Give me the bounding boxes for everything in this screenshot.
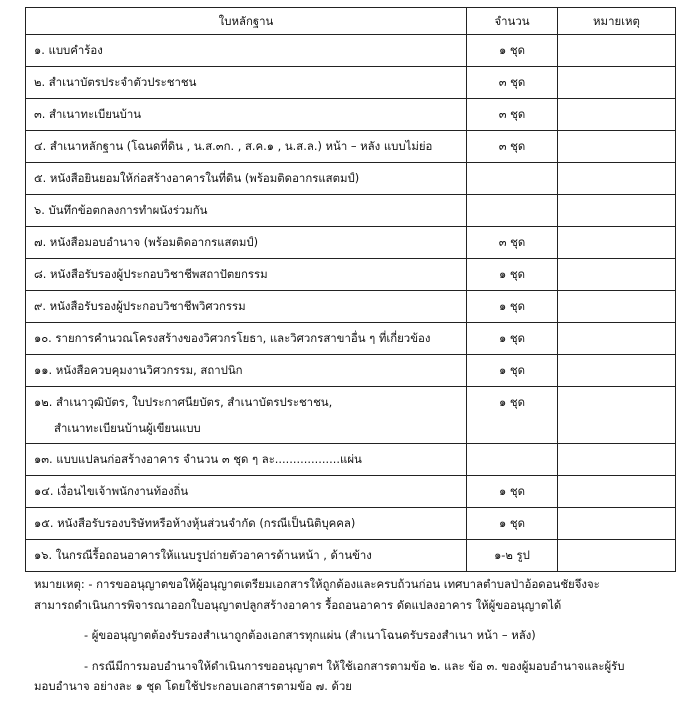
row-item	[26, 444, 467, 476]
row-item	[26, 67, 467, 99]
row-quantity: ๓ ชุด	[467, 99, 558, 131]
row-item	[26, 35, 467, 67]
row-quantity	[467, 163, 558, 195]
header-quantity: จำนวน	[467, 8, 558, 35]
notes-line-3: - ผู้ขออนุญาตต้องรับรองสำเนาถูกต้องเอกสารทุกแผ่น (สำเนาโฉนดรับรองสำเนา หน้า – หลัง)	[84, 628, 536, 642]
row-remark	[558, 131, 676, 163]
row-remark	[558, 99, 676, 131]
row-remark	[558, 67, 676, 99]
row-item-text: ๔. สำเนาหลักฐาน (โฉนดที่ดิน , น.ส.๓ก. , ส.ค.๑ , น.ส.ล.) หน้า – หลัง แบบไม่ย่อ	[34, 139, 433, 153]
row-item	[26, 259, 467, 291]
documents-table	[25, 7, 676, 572]
row-item-text: ๑๔. เงื่อนไขเจ้าพนักงานท้องถิ่น	[34, 484, 189, 498]
notes-line-2: สามารถดำเนินการพิจารณาออกใบอนุญาตปลูกสร้างอาคาร รื้อถอนอาคาร ดัดแปลงอาคาร ให้ผู้ขออนุญาตได้	[34, 597, 562, 612]
table-row	[26, 476, 676, 508]
row-item-text: ๙. หนังสือรับรองผู้ประกอบวิชาชีพวิศวกรรม	[34, 299, 246, 313]
row-remark	[558, 35, 676, 67]
table-row	[26, 355, 676, 387]
notes-label: หมายเหตุ: -	[34, 577, 93, 591]
row-item	[26, 195, 467, 227]
row-remark	[558, 227, 676, 259]
row-item-text: ๑๓. แบบแปลนก่อสร้างอาคาร จำนวน ๓ ชุด ๆ ละ..................แผ่น	[34, 452, 362, 466]
row-item-text: ๗. หนังสือมอบอำนาจ (พร้อมติดอากรแสตมป์)	[34, 235, 259, 249]
row-item-text: ๖. บันทึกข้อตกลงการทำผนังร่วมกัน	[34, 203, 208, 217]
table-row	[26, 99, 676, 131]
table-body	[26, 35, 676, 572]
row-item	[26, 163, 467, 195]
row-quantity: ๑ ชุด	[467, 508, 558, 540]
table-row	[26, 131, 676, 163]
row-remark	[558, 291, 676, 323]
row-quantity: ๑ ชุด	[467, 291, 558, 323]
table-row	[26, 35, 676, 67]
row-remark	[558, 355, 676, 387]
row-quantity: ๑ ชุด	[467, 387, 558, 444]
row-quantity: ๓ ชุด	[467, 67, 558, 99]
row-remark	[558, 323, 676, 355]
notes-line-5: มอบอำนาจ อย่างละ ๑ ชุด โดยใช้ประกอบเอกสารตามข้อ ๗. ด้วย	[34, 679, 352, 693]
table-row	[26, 227, 676, 259]
row-item-text: ๓. สำเนาทะเบียนบ้าน	[34, 107, 142, 121]
row-remark	[558, 444, 676, 476]
row-item	[26, 508, 467, 540]
row-item-text: ๑๖. ในกรณีรื้อถอนอาคารให้แนบรูปถ่ายตัวอาคารด้านหน้า , ด้านข้าง	[34, 548, 372, 562]
row-item-text: ๑๑. หนังสือควบคุมงานวิศวกรรม, สถาปนิก	[34, 363, 243, 377]
row-item	[26, 387, 467, 444]
header-item: ใบหลักฐาน	[26, 8, 467, 35]
row-remark	[558, 259, 676, 291]
row-item	[26, 131, 467, 163]
row-quantity: ๑ ชุด	[467, 35, 558, 67]
row-item	[26, 540, 467, 572]
row-quantity: ๑-๒ รูป	[467, 540, 558, 572]
row-remark	[558, 508, 676, 540]
row-remark	[558, 540, 676, 572]
row-item-text: ๑. แบบคำร้อง	[34, 43, 103, 57]
table-row	[26, 508, 676, 540]
row-item	[26, 355, 467, 387]
row-remark	[558, 476, 676, 508]
header-remark: หมายเหตุ	[558, 8, 676, 35]
table-row	[26, 444, 676, 476]
row-quantity: ๑ ชุด	[467, 355, 558, 387]
row-quantity: ๓ ชุด	[467, 227, 558, 259]
row-remark	[558, 195, 676, 227]
notes-line-4: - กรณีมีการมอบอำนาจให้ดำเนินการขออนุญาตฯ ให้ใช้เอกสารตามข้อ ๒. และ ข้อ ๓. ของผู้มอบอำนาจและผู้รับ	[84, 658, 625, 673]
row-item-text: ๑๐. รายการคำนวณโครงสร้างของวิศวกรโยธา, และวิศวกรสาขาอื่น ๆ ที่เกี่ยวข้อง	[34, 331, 431, 345]
table-row	[26, 323, 676, 355]
notes-section	[34, 574, 674, 697]
row-remark	[558, 387, 676, 444]
row-item-text: ๑๕. หนังสือรับรองบริษัทหรือห้างหุ้นส่วนจำกัด (กรณีเป็นนิติบุคคล)	[34, 516, 356, 530]
table-row	[26, 195, 676, 227]
row-item	[26, 99, 467, 131]
row-item	[26, 291, 467, 323]
table-row	[26, 291, 676, 323]
row-quantity: ๑ ชุด	[467, 259, 558, 291]
row-quantity: ๑ ชุด	[467, 323, 558, 355]
notes-line-1-text: การขออนุญาตขอให้ผู้อนุญาตเตรียมเอกสารให้ถูกต้องและครบถ้วนก่อน เทศบาลตำบลป่าอ้อดอนชัยจึงจะ	[96, 577, 600, 591]
table-row	[26, 540, 676, 572]
row-quantity: ๓ ชุด	[467, 131, 558, 163]
row-quantity	[467, 444, 558, 476]
row-quantity	[467, 195, 558, 227]
row-item-text: ๑๒. สำเนาวุฒิบัตร, ใบประกาศนียบัตร, สำเนาบัตรประชาชน,	[34, 395, 333, 409]
row-item	[26, 476, 467, 508]
table-row	[26, 67, 676, 99]
row-item	[26, 227, 467, 259]
table-row	[26, 163, 676, 195]
row-item-text: ๕. หนังสือยินยอมให้ก่อสร้างอาคารในที่ดิน (พร้อมติดอากรแสตมป์)	[34, 171, 360, 185]
row-item-text-line2: สำเนาทะเบียนบ้านผู้เขียนแบบ	[54, 421, 201, 435]
table-header-row	[26, 8, 676, 35]
table-row	[26, 387, 676, 444]
table-row	[26, 259, 676, 291]
row-item-text: ๒. สำเนาบัตรประจำตัวประชาชน	[34, 75, 197, 89]
row-item-text: ๘. หนังสือรับรองผู้ประกอบวิชาชีพสถาปัตยกรรม	[34, 267, 268, 281]
row-remark	[558, 163, 676, 195]
notes-line-1	[34, 574, 674, 595]
row-item	[26, 323, 467, 355]
row-quantity: ๑ ชุด	[467, 476, 558, 508]
